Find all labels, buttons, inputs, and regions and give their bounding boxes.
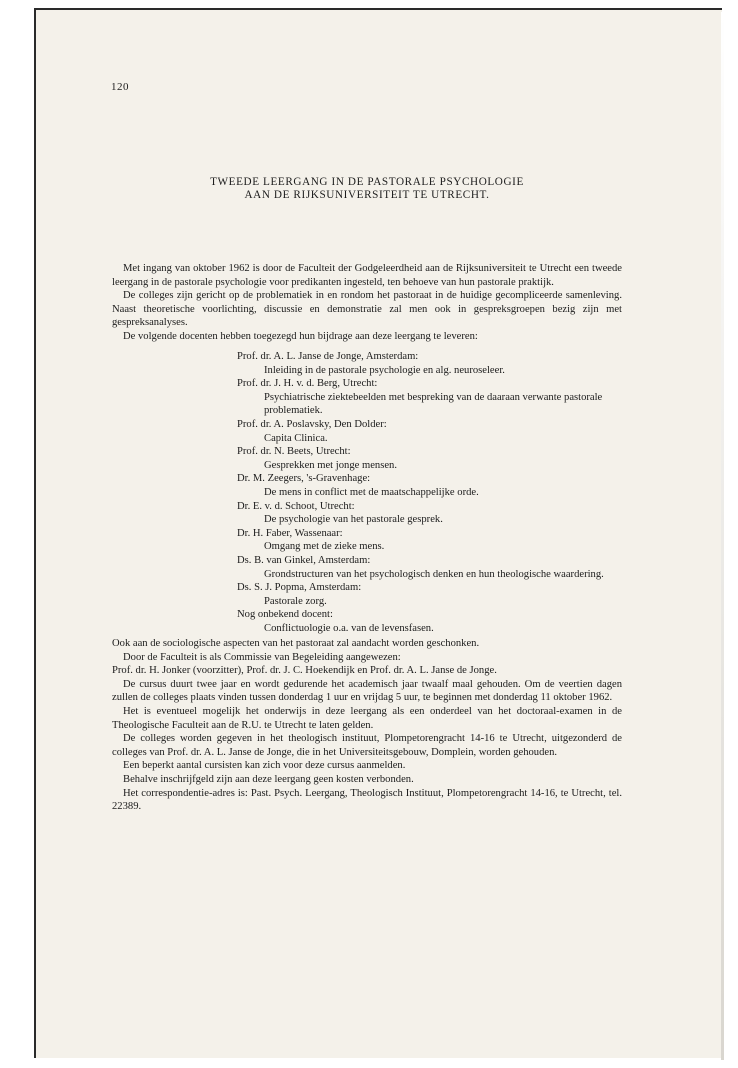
lecturer-entry bbox=[237, 377, 625, 418]
lecturer-entry bbox=[237, 527, 625, 554]
lecture-topic: Psychiatrische ziektebeelden met bespreking van de daaraan verwante pastorale problematiek. bbox=[264, 391, 603, 417]
closing-paragraph-3: Prof. dr. H. Jonker (voorzitter), Prof. dr. J. C. Hoekendijk en Prof. dr. A. L. Janse de Jonge. bbox=[112, 665, 497, 677]
intro-paragraph-3: De volgende docenten hebben toegezegd hun bijdrage aan deze leergang te leveren: bbox=[123, 330, 478, 342]
lecturer-name: Ds. S. J. Popma, Amsterdam: bbox=[237, 582, 362, 594]
lecturer-name: Dr. H. Faber, Wassenaar: bbox=[237, 527, 343, 539]
lecturer-entry bbox=[237, 554, 625, 581]
lecturer-entry bbox=[237, 418, 625, 445]
intro-section bbox=[112, 262, 622, 344]
closing-paragraph-2: Door de Faculteit is als Commissie van Begeleiding aangewezen: bbox=[123, 651, 401, 663]
article-title bbox=[112, 176, 622, 202]
lecturer-entry bbox=[237, 608, 625, 635]
lecture-topic: Inleiding in de pastorale psychologie en alg. neuroseleer. bbox=[264, 364, 505, 376]
lecture-topic: De psychologie van het pastorale gesprek. bbox=[264, 514, 443, 526]
lecturer-name: Nog onbekend docent: bbox=[237, 609, 333, 621]
title-line-1: TWEEDE LEERGANG IN DE PASTORALE PSYCHOLOGIE bbox=[210, 176, 524, 188]
closing-paragraph-7: Een beperkt aantal cursisten kan zich voor deze cursus aanmelden. bbox=[123, 760, 406, 772]
closing-section bbox=[112, 637, 622, 814]
lecturer-entry bbox=[237, 581, 625, 608]
closing-paragraph-5: Het is eventueel mogelijk het onderwijs in deze leergang als een onderdeel van het doctoraal-examen in de Theologische Faculteit aan de R.U. te Utrecht te laten gelden. bbox=[112, 705, 622, 731]
lecture-topic: De mens in conflict met de maatschappelijke orde. bbox=[264, 486, 479, 498]
closing-paragraph-9: Het correspondentie-adres is: Past. Psych. Leergang, Theologisch Instituut, Plompetorengracht 14-16, te Utrecht, tel. 22389. bbox=[112, 787, 622, 813]
closing-paragraph-4: De cursus duurt twee jaar en wordt gedurende het academisch jaar twaalf maal gehouden. Om de veertien dagen zullen de colleges plaats vinden tussen donderdag 1 uur en vrijdag 5 uur, te beginnen met donderdag 11 oktober 1962. bbox=[112, 678, 622, 704]
lecturer-entry bbox=[237, 350, 625, 377]
lecturer-entry bbox=[237, 500, 625, 527]
closing-paragraph-6: De colleges worden gegeven in het theologisch instituut, Plompetorengracht 14-16 te Utrecht, uitgezonderd de colleges van Prof. dr. A. L. Janse de Jonge, die in het Universiteitsgebouw, Domplein, worden gehouden. bbox=[112, 733, 622, 758]
lecture-topic: Grondstructuren van het psychologisch denken en hun theologische waardering. bbox=[264, 568, 604, 580]
lecturer-name: Prof. dr. A. L. Janse de Jonge, Amsterdam: bbox=[237, 351, 419, 362]
lecturer-name: Prof. dr. A. Poslavsky, Den Dolder: bbox=[237, 418, 387, 430]
title-line-2: AAN DE RIJKSUNIVERSITEIT TE UTRECHT. bbox=[244, 189, 490, 201]
lecturer-entry bbox=[237, 445, 625, 472]
lecture-topic: Pastorale zorg. bbox=[264, 595, 327, 607]
lecturer-entry bbox=[237, 472, 625, 499]
lecture-topic: Gesprekken met jonge mensen. bbox=[264, 459, 397, 471]
intro-paragraph-2: De colleges zijn gericht op de problematiek in en rondom het pastoraat in de huidige gecompliceerde samenleving. Naast theoretische voorlichting, discussie en demonstratie zal men ook in gespreksgroepen bezig zijn met gespreksanalyses. bbox=[112, 290, 622, 329]
lecturer-list bbox=[237, 350, 625, 635]
lecturer-name: Dr. M. Zeegers, 's-Gravenhage: bbox=[237, 473, 371, 485]
lecturer-name: Dr. E. v. d. Schoot, Utrecht: bbox=[237, 500, 355, 512]
lecture-topic: Capita Clinica. bbox=[264, 432, 328, 444]
closing-paragraph-1: Ook aan de sociologische aspecten van het pastoraat zal aandacht worden geschonken. bbox=[112, 638, 480, 649]
page-number: 120 bbox=[111, 81, 129, 93]
closing-paragraph-8: Behalve inschrijfgeld zijn aan deze leergang geen kosten verbonden. bbox=[123, 773, 414, 785]
lecturer-name: Prof. dr. N. Beets, Utrecht: bbox=[237, 446, 351, 458]
lecture-topic: Omgang met de zieke mens. bbox=[264, 541, 385, 553]
lecturer-name: Prof. dr. J. H. v. d. Berg, Utrecht: bbox=[237, 378, 378, 390]
lecturer-name: Ds. B. van Ginkel, Amsterdam: bbox=[237, 554, 371, 566]
lecture-topic: Conflictuologie o.a. van de levensfasen. bbox=[264, 622, 434, 634]
intro-paragraph-1: Met ingang van oktober 1962 is door de Faculteit der Godgeleerdheid aan de Rijksuniversiteit te Utrecht een tweede leergang in de pastorale psychologie voor predikanten ingesteld, ten behoeve van hun pastorale praktijk. bbox=[112, 263, 622, 288]
